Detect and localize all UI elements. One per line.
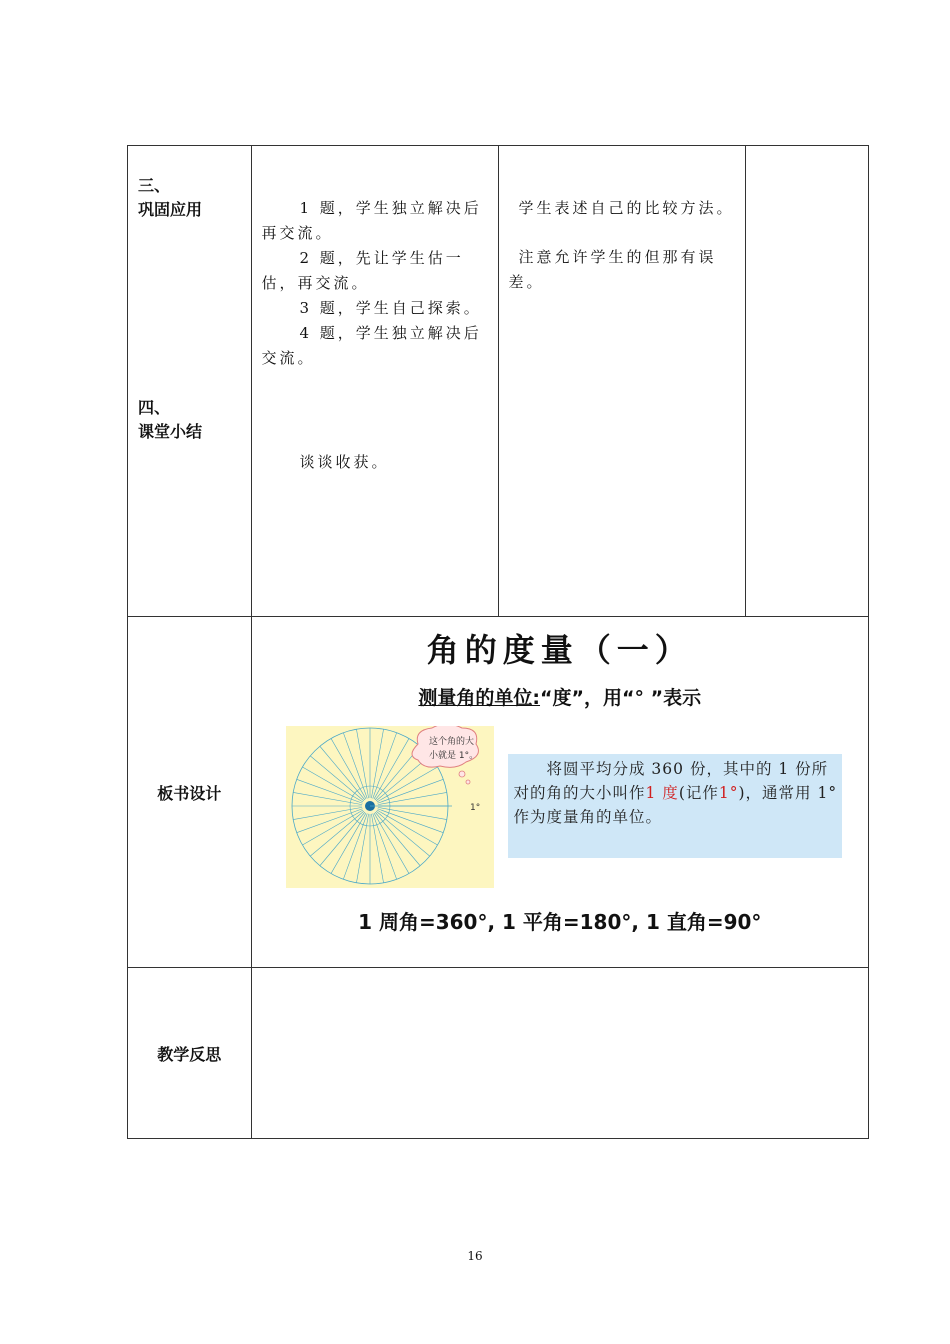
bubble-text-line1: 这个角的大 xyxy=(428,737,474,747)
activity-cell xyxy=(251,146,498,617)
angle-label: 1° xyxy=(469,803,480,813)
circle-spoke xyxy=(377,807,446,819)
board-subtitle xyxy=(252,683,869,710)
note-item: 学生表述自己的比较方法。 xyxy=(518,199,735,217)
circle-spoke xyxy=(377,792,446,804)
subtitle-rest: “度”，用“° ”表示 xyxy=(540,687,702,709)
board-content-cell xyxy=(251,617,869,968)
notes-cell xyxy=(498,146,745,617)
circle-spoke xyxy=(356,729,368,798)
angle-formula: 1 周角=360°, 1 平角=180°, 1 直角=90° xyxy=(358,910,762,934)
practice-label-num: 三、 xyxy=(138,176,171,195)
summary-activity: 谈谈收获。 xyxy=(299,453,390,471)
reflection-row xyxy=(128,968,869,1139)
definition-text: 将圆平均分成 360 份，其中的 1 份所对的角的大小叫作1 度(记作1°)，通常用 1°作为度量角的单位。 xyxy=(513,760,838,826)
circle-spoke xyxy=(371,729,383,798)
empty-cell xyxy=(745,146,869,617)
practice-label: 巩固应用 xyxy=(138,200,203,219)
page-number: 16 xyxy=(467,1249,483,1263)
subtitle-underlined: 测量角的单位: xyxy=(418,687,541,709)
board-design-row xyxy=(128,617,869,968)
lesson-plan-table xyxy=(127,145,869,1139)
activity-item: 1 题，学生独立解决后再交流。 xyxy=(261,199,482,242)
circle-spoke xyxy=(293,807,362,819)
practice-summary-row xyxy=(128,146,869,617)
board-label: 板书设计 xyxy=(128,617,252,968)
board-images xyxy=(252,726,869,892)
reflection-label: 教学反思 xyxy=(128,968,252,1139)
board-title: 角的度量（一） xyxy=(426,631,693,669)
activity-item: 2 题，先让学生估一估，再交流。 xyxy=(261,249,464,292)
bubble-text-line2: 小就是 1°。 xyxy=(428,751,478,761)
definition-card xyxy=(508,754,842,858)
section-label-cell xyxy=(128,146,252,617)
protractor-fan-image xyxy=(286,726,494,888)
summary-label: 课堂小结 xyxy=(138,422,203,441)
activity-item: 4 题，学生独立解决后交流。 xyxy=(261,324,482,367)
activity-item: 3 题，学生自己探索。 xyxy=(299,299,482,317)
circle-spoke xyxy=(371,814,383,883)
circle-spoke xyxy=(293,792,362,804)
reflection-content-cell[interactable] xyxy=(251,968,869,1139)
circle-spoke xyxy=(356,814,368,883)
summary-label-num: 四、 xyxy=(138,398,171,417)
circle-divisions-graphic xyxy=(286,726,494,888)
note-item: 注意允许学生的但那有误差。 xyxy=(508,248,717,291)
